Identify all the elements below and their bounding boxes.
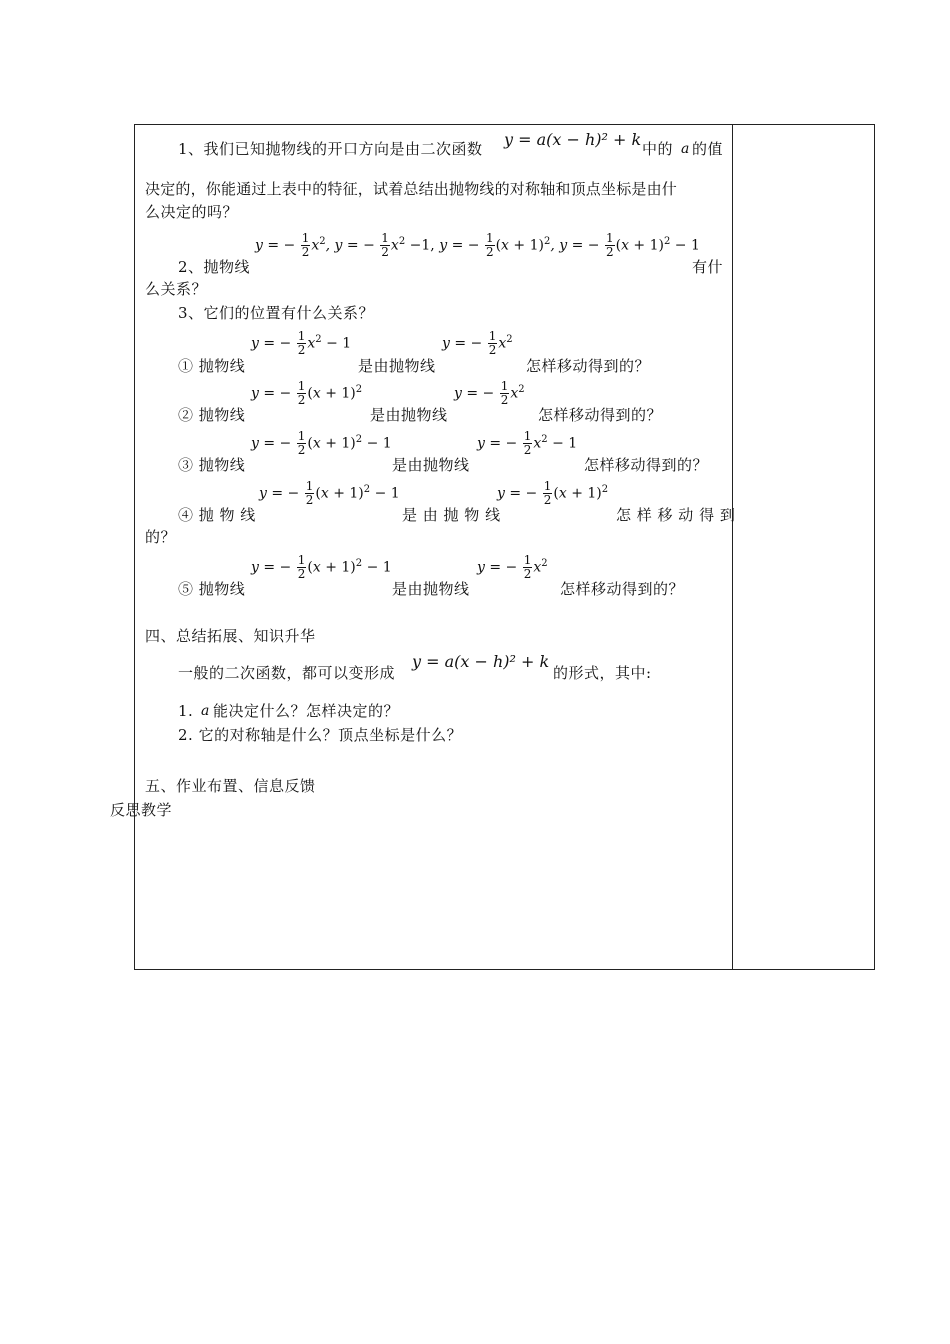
section4-p2: 2. 它的对称轴是什么？顶点坐标是什么？ bbox=[178, 726, 463, 744]
q1-line1c: 的值 bbox=[692, 140, 724, 158]
q3-label: 3、它们的位置有什么关系？ bbox=[178, 304, 375, 322]
q3-item5-formula-a: y = − $\frac{1}{2}$ $(x + 1)^2 - 1$ bbox=[251, 553, 392, 581]
section4-p1-text: 能决定什么？怎样决定的？ bbox=[213, 702, 400, 720]
section4-intro-a: 一般的二次函数，都可以变形成 bbox=[178, 664, 396, 682]
q3-item4-mid: 是 由 抛 物 线 bbox=[402, 506, 501, 524]
side-label: 反思教学 bbox=[110, 801, 173, 819]
q3-item3-end: 怎样移动得到的？ bbox=[584, 456, 709, 474]
q3-item1-formula-a: y = − $\frac{1}{2}$ $x^2 - 1$ bbox=[251, 329, 352, 357]
section5-title: 五、作业布置、信息反馈 bbox=[145, 777, 316, 795]
section4-p1-var: a bbox=[201, 703, 210, 719]
q3-item2-formula-a: y = − $\frac{1}{2}$ $(x + 1)^2$ bbox=[251, 379, 363, 407]
q3-item3-mid: 是由抛物线 bbox=[392, 456, 470, 474]
q3-item4-num: ④ 抛 物 线 bbox=[178, 506, 256, 524]
q3-item5-num: ⑤ 抛物线 bbox=[178, 580, 246, 598]
q1-vertex-form: y = a(x − h)² + k bbox=[504, 130, 642, 149]
q3-item3-formula-b: y = − $\frac{1}{2}$ $x^2 - 1$ bbox=[477, 429, 578, 457]
q3-item3-num: ③ 抛物线 bbox=[178, 456, 246, 474]
column-divider bbox=[732, 124, 733, 970]
q3-item2-formula-b: y = − $\frac{1}{2}$ $x^2$ bbox=[454, 379, 525, 407]
q3-item1-num: ① 抛物线 bbox=[178, 357, 246, 375]
q3-item1-formula-b: y = − $\frac{1}{2}$ $x^2$ bbox=[442, 329, 513, 357]
q3-item5-mid: 是由抛物线 bbox=[392, 580, 470, 598]
q1-a-var: a bbox=[681, 141, 690, 157]
section4-vertex-form: y = a(x − h)² + k bbox=[412, 652, 550, 671]
section4-p1-num: 1. bbox=[178, 702, 194, 720]
q3-item5-formula-b: y = − $\frac{1}{2}$ $x^2$ bbox=[477, 553, 548, 581]
q3-item4-formula-b: y = − $\frac{1}{2}$ $(x + 1)^2$ bbox=[497, 479, 609, 507]
q1-line2: 决定的，你能通过上表中的特征，试着总结出抛物线的对称轴和顶点坐标是由什 bbox=[145, 180, 678, 198]
q3-item4-formula-a: y = − $\frac{1}{2}$ $(x + 1)^2 - 1$ bbox=[259, 479, 400, 507]
q1-line3: 么决定的吗？ bbox=[145, 203, 239, 221]
q3-item2-num: ② 抛物线 bbox=[178, 406, 246, 424]
q3-item2-end: 怎样移动得到的？ bbox=[538, 406, 663, 424]
q1-line1b: 中的 bbox=[642, 140, 674, 158]
q3-item1-mid: 是由抛物线 bbox=[358, 357, 436, 375]
q3-item1-end: 怎样移动得到的？ bbox=[526, 357, 651, 375]
q3-item2-mid: 是由抛物线 bbox=[370, 406, 448, 424]
q3-item3-formula-a: y = − $\frac{1}{2}$ $(x + 1)^2 - 1$ bbox=[251, 429, 392, 457]
q2-label: 2、抛物线 bbox=[178, 258, 251, 276]
q2-formulas: y = − $\frac{1}{2}$ $x^2$, y = − $\frac{1}{2}$ $x^2 -1$, y = − $\frac{1}{2}$ $(x + 1)^2$, y = − $\frac{1}{2}$ $(x + 1)^2 - 1$ bbox=[255, 231, 700, 259]
section4-title: 四、总结拓展、知识升华 bbox=[145, 627, 316, 645]
q3-item4-end: 怎 样 移 动 得 到 bbox=[616, 506, 736, 524]
q3-item5-end: 怎样移动得到的？ bbox=[560, 580, 685, 598]
q1-line1a: 1、我们已知抛物线的开口方向是由二次函数 bbox=[178, 140, 483, 158]
section4-intro-b: 的形式，其中: bbox=[553, 664, 652, 682]
q3-item4-end2: 的？ bbox=[145, 528, 177, 546]
q2-tail2: 么关系？ bbox=[145, 280, 208, 298]
q2-tail: 有什 bbox=[692, 258, 724, 276]
